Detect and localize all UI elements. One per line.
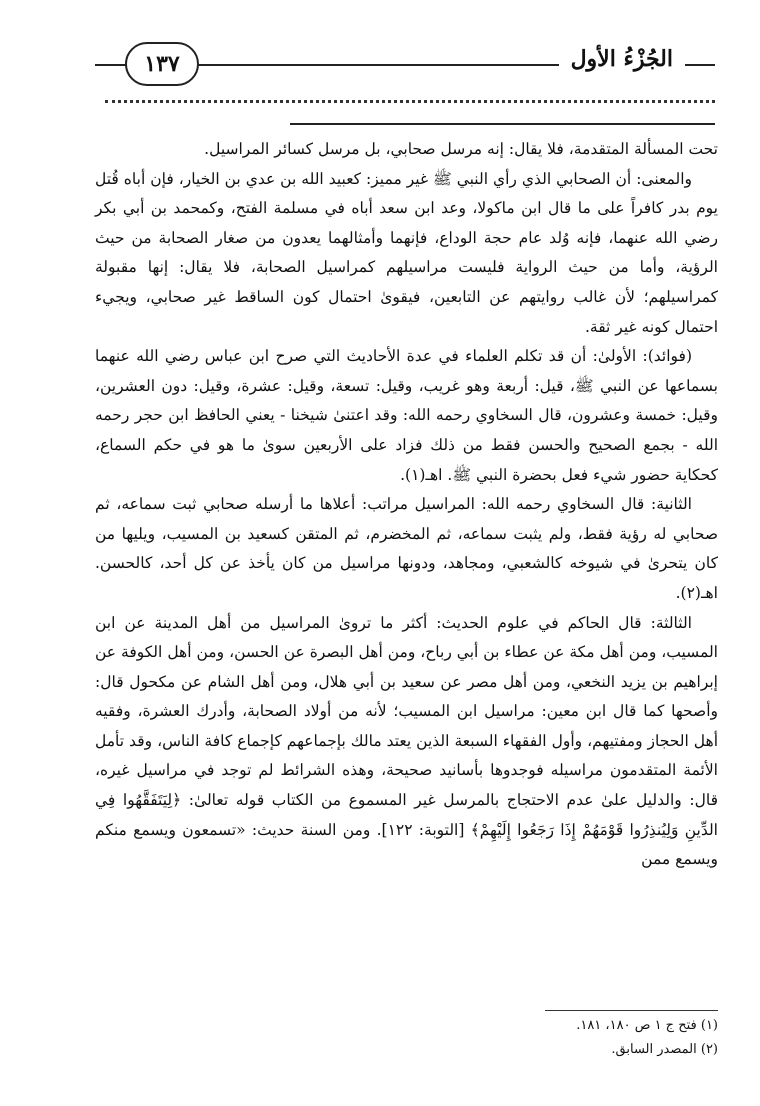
footnote-separator — [545, 1010, 718, 1011]
main-text — [95, 135, 718, 875]
footnotes — [95, 1014, 718, 1062]
footnote-item: (١) فتح ج ١ ص ١٨٠، ١٨١. — [576, 1018, 718, 1033]
dotted-divider — [105, 100, 715, 103]
running-title: الجُزْءُ الأول — [559, 46, 685, 72]
paragraph-benefit-first: (فوائد): الأولىٰ: أن قد تكلم العلماء في عدة الأحاديث التي صرح ابن عباس رضي الله عنهما بسماعها عن النبي ﷺ، قيل: أربعة وهو غريب، وقيل: تسعة، وقيل: عشرة، وقيل: دون العشرين، وقيل: خمسة وعشرون، قال السخاوي رحمه الله: وقد اعتنىٰ شيخنا - يعني الحافظ ابن حجر رحمه الله - بجمع الصحيح والحسن فقط من ذلك فزاد على الأربعين سوىٰ ما هو في حكم السماع، كحكاية حضور شيء فعل بحضرة النبي ﷺ. اهـ(١). — [95, 347, 718, 484]
paragraph-meaning: والمعنى: أن الصحابي الذي رأي النبي ﷺ غير مميز: كعبيد الله بن عدي بن الخيار، فإن أباه قُتل يوم بدر كافراً على ما قال ابن ماكولا، وعد ابن سعد أباه في مسلمة الفتح، وكمحمد بن أبي بكر رضي الله عنهما، فإنه وُلد عام حجة الوداع، فإنهما وأمثالهما يعدون من صغار الصحابة من حيث الرؤية، وأما من حيث الرواية فليست مراسيلهم كمراسيل الصحابة، فلا يقال: إنها مقبولة كمراسيلهم؛ لأن غالب روايتهم عن التابعين، فيقوىٰ احتمال كون الساقط غير صحابي، ويجيء احتمال كونه غير ثقة. — [95, 169, 718, 336]
page-number: ١٣٧ — [125, 42, 199, 86]
page-header — [95, 40, 715, 86]
paragraph-benefit-third: الثالثة: قال الحاكم في علوم الحديث: أكثر ما تروىٰ المراسيل من أهل المدينة عن ابن المسيب، ومن أهل مكة عن عطاء بن أبي رباح، ومن أهل البصرة عن الحسن، ومن أهل الكوفة عن إبراهيم بن يزيد النخعي، ومن أهل مصر عن سعيد بن أبي هلال، ومن أهل الشام عن مكحول قال: وأصحها كما قال ابن معين: مراسيل ابن المسيب؛ لأنه من أولاد الصحابة، وأدرك العشرة، وفقيه أهل الحجاز ومفتيهم، وأول الفقهاء السبعة الذين يعتد مالك بإجماعهم كإجماع كافة الناس، وقد تأمل الأئمة المتقدمون مراسيله فوجدوها بأسانيد صحيحة، وهذه الشرائط لم توجد في مراسيل غيره، قال: والدليل علىٰ عدم الاحتجاج بالمرسل غير المسموع من الكتاب قوله تعالىٰ: ﴿لِيَتَفَقَّهُوا فِي الدِّينِ وَلِيُنذِرُوا قَوْمَهُمْ إِذَا رَجَعُوا إِلَيْهِمْ﴾ [التوبة: ١٢٢]. ومن السنة حديث: «تسمعون ويسمع منكم ويسمع ممن — [95, 613, 718, 869]
paragraph-continuation: تحت المسألة المتقدمة، فلا يقال: إنه مرسل صحابي، بل مرسل كسائر المراسيل. — [204, 140, 718, 158]
footnote-item: (٢) المصدر السابق. — [611, 1042, 718, 1057]
paragraph-benefit-second: الثانية: قال السخاوي رحمه الله: المراسيل مراتب: أعلاها ما أرسله صحابي ثبت سماعه، ثم صحابي له رؤية فقط، ولم يثبت سماعه، ثم المخضرم، ثم المتقن كسعيد بن المسيب، ويليها من كان يتحرىٰ في شيوخه كالشعبي، ومجاهد، ودونها مراسيل من كان يأخذ عن كل أحد، كالحسن. اهـ(٢). — [95, 495, 718, 602]
text-top-rule — [290, 123, 715, 125]
